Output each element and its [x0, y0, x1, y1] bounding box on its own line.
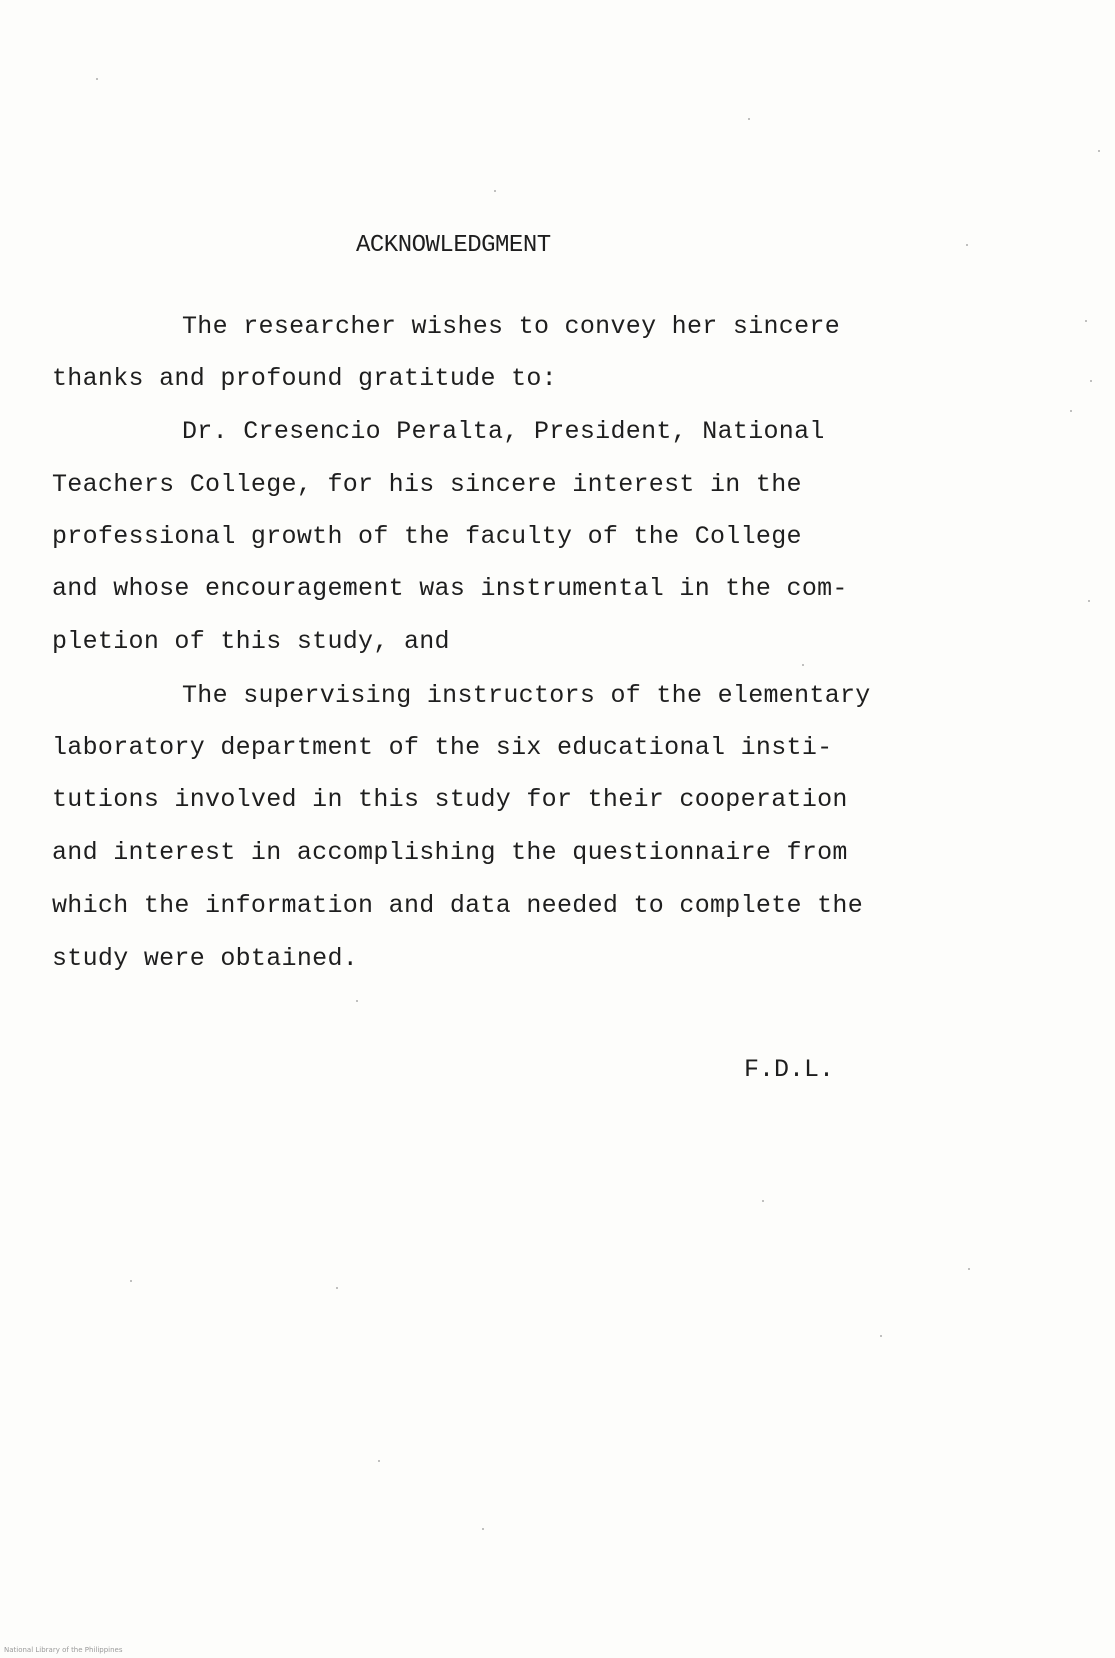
scan-speck	[880, 1335, 882, 1337]
body-line-13: study were obtained.	[52, 944, 359, 973]
body-line-11: and interest in accomplishing the questionnaire from	[52, 838, 848, 867]
body-line-12: which the information and data needed to complete the	[52, 891, 864, 920]
body-line-6: and whose encouragement was instrumental in the com-	[52, 574, 848, 603]
scan-speck	[130, 1280, 132, 1282]
scan-speck	[1090, 380, 1092, 382]
scan-speck	[482, 1528, 484, 1530]
scan-speck	[748, 118, 750, 120]
body-line-2: thanks and profound gratitude to:	[52, 364, 557, 393]
scan-speck	[336, 1287, 338, 1289]
scan-speck	[762, 1200, 764, 1202]
scan-speck	[966, 244, 968, 246]
signature-initials: F.D.L.	[744, 1055, 835, 1084]
footer-watermark: National Library of the Philippines	[4, 1646, 123, 1654]
scan-speck	[356, 1000, 358, 1002]
scan-speck	[1070, 410, 1072, 412]
body-line-10: tutions involved in this study for their cooperation	[52, 785, 848, 814]
body-line-5: professional growth of the faculty of the College	[52, 522, 802, 551]
scan-speck	[1088, 600, 1090, 602]
body-line-8: The supervising instructors of the elementary	[182, 681, 871, 710]
scan-speck	[1098, 150, 1100, 152]
body-line-7: pletion of this study, and	[52, 627, 450, 656]
scan-speck	[802, 664, 804, 666]
scan-speck	[968, 1268, 970, 1270]
scan-speck	[494, 190, 496, 192]
body-line-9: laboratory department of the six educational insti-	[52, 733, 833, 762]
scan-speck	[378, 1460, 380, 1462]
body-line-1: The researcher wishes to convey her sincere	[182, 312, 841, 341]
body-line-4: Teachers College, for his sincere interest in the	[52, 470, 802, 499]
scan-speck	[96, 78, 98, 80]
body-line-3: Dr. Cresencio Peralta, President, National	[182, 417, 825, 446]
page-heading: ACKNOWLEDGMENT	[356, 232, 551, 259]
scan-speck	[1085, 320, 1087, 322]
